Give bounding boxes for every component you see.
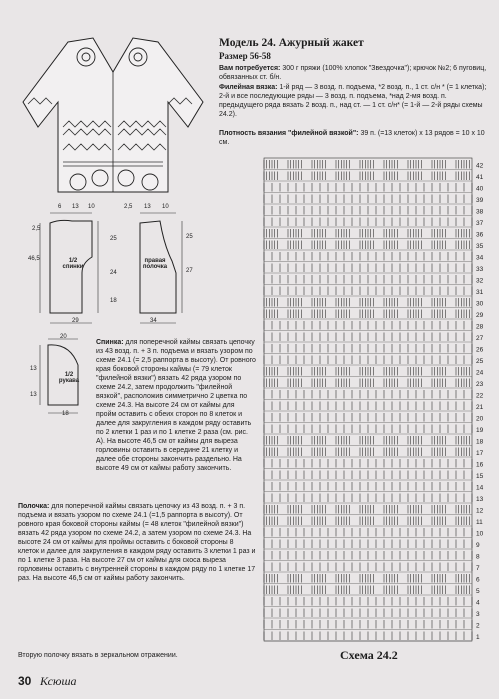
back-text: для поперечной каймы связать цепочку из 43 возд. п. + 3 п. подъема и вязать узором по схеме 24.1 (= 2,5 раппорта в высоту). От ровного края боковой стороны каймы (= 79 клеток "филейной вязки") вязать 42 ряда узором по схеме 24.2, затем продолжить "филейной вязкой", расположив симметрично 2 цветка по схеме 24.3. На высоте 24 см от каймы для пройм оставить с обеих сторон по 8 клеток и далее для закругления в каждом ряду оставить по 2 клетки 1 раз и по 1 клетке 2 раза (см. рис. А). На высоте 46,5 см от каймы для выреза горловины оставить в середине 21 клетку и далее обе стороны закончить раздельно. На высоте 49 см от каймы работу закончить.: [96, 339, 256, 472]
chart-row-number: 26: [476, 346, 484, 354]
chart-row-number: 3: [476, 611, 480, 618]
front-dim-bottom: 34: [150, 318, 157, 324]
chart-row-number: 40: [476, 185, 484, 193]
magazine-name: Ксюша: [40, 674, 77, 688]
jacket-illustration: [18, 32, 208, 202]
chart-row-number: 31: [476, 289, 484, 296]
materials-text: 300 г пряжи (100% хлопок "Звездочка"); крючок №2; 6 пуговиц, обвязанных ст. б/н.: [219, 65, 487, 81]
chart-row-number: 10: [476, 530, 484, 538]
front-dim-top-c: 10: [162, 204, 169, 210]
front-dim-side: 27: [186, 268, 193, 274]
front-dim-side2: 25: [186, 234, 193, 240]
front-label: Полочка:: [18, 503, 50, 510]
chart-row-number: 25: [476, 358, 484, 365]
chart-row-number: 19: [476, 427, 484, 434]
chart-row-number: 14: [476, 484, 484, 492]
density-text: 39 п. (=13 клеток) х 13 рядов = 10 х 10 см.: [219, 130, 485, 146]
back-dim-top-a: 6: [58, 204, 62, 210]
back-dim-top-c: 10: [88, 204, 95, 210]
chart-row-number: 35: [476, 243, 484, 250]
front-text: для поперечной каймы связать цепочку из 43 возд. п. + 3 п. подъема и вязать узором по схеме 24.1 (=1,5 раппорта в высоту). От ровного края боковой стороны каймы (= 48 клеток "филейной вязки") вязать 42 ряда узором по схеме 24.2, а затем узором по схеме 24.3. На высоте 24 см от каймы для проймы оставить с боковой стороны 8 клеток и далее для закругления в каждом ряду оставить 3 клетки 1 раз и по 1 клетке 3 раза. На высоте 27 см от каймы для скоса выреза горловины оставить с внутренней стороны в каждом ряду по 1 клетке 17 раз. На высоте 46,5 см от каймы работу закончить.: [18, 503, 256, 582]
model-size: Размер 56-58: [219, 51, 271, 61]
chart-row-number: 5: [476, 588, 480, 595]
materials-block: [219, 64, 491, 82]
sleeve-dim-left2: 13: [30, 392, 37, 398]
chart-row-number: 32: [476, 277, 484, 285]
back-dim-left-top: 2,5: [32, 226, 41, 232]
back-label: Спинка:: [96, 339, 124, 346]
chart-row-number: 9: [476, 542, 480, 549]
chart-row-number: 20: [476, 415, 484, 423]
back-dim-bottom: 29: [72, 318, 79, 324]
chart-row-number: 38: [476, 208, 484, 216]
chart-row-number: 41: [476, 174, 484, 181]
chart-row-number: 16: [476, 461, 484, 469]
chart-row-number: 15: [476, 473, 484, 480]
chart-row-number: 42: [476, 162, 484, 170]
filet-label: Филейная вязка:: [219, 84, 278, 91]
density-label: Плотность вязания "филейной вязкой":: [219, 130, 359, 137]
chart-row-number: 13: [476, 496, 484, 503]
chart-row-number: 29: [476, 312, 484, 319]
back-dim-top-b: 13: [72, 204, 79, 210]
chart-row-number: 17: [476, 450, 484, 457]
chart-row-number: 39: [476, 197, 484, 204]
chart-row-number: 18: [476, 438, 484, 446]
front-dim-top-b: 13: [144, 204, 151, 210]
back-instructions: [96, 338, 256, 473]
chart-row-number: 4: [476, 599, 480, 607]
chart-row-number: 2: [476, 622, 480, 630]
chart-row-number: 8: [476, 553, 480, 561]
chart-row-number: 6: [476, 576, 480, 584]
chart-row-number: 1: [476, 634, 480, 641]
front-dim-top-a: 2,5: [124, 204, 133, 210]
chart-row-number: 27: [476, 335, 484, 342]
sleeve-dim-left: 13: [30, 366, 37, 372]
chart-row-number: 36: [476, 231, 484, 239]
chart-row-number: 7: [476, 565, 480, 572]
filet-text: 1-й ряд — 3 возд. п. подъема, *2 возд. п., 1 ст. с/н * (= 1 клетка); 2-й и все последующие ряды — 3 возд. п. подъема, *над 2-мя возд. п. предыдущего ряда вязать 2 возд. п., над ст. — 1 ст. с/н* (= 1-й — 2-й ряды схемы 24.2).: [219, 84, 487, 118]
chart-row-number: 11: [476, 519, 483, 526]
back-dim-bottom2: 18: [110, 298, 117, 304]
front-instructions: [18, 502, 256, 583]
chart-row-number: 33: [476, 266, 484, 273]
sleeve-dim-bottom: 18: [62, 411, 69, 417]
chart-row-number: 37: [476, 220, 484, 227]
chart-row-number: 34: [476, 254, 484, 262]
chart-row-number: 24: [476, 369, 484, 377]
chart-row-number: 22: [476, 392, 484, 400]
chart-row-number: 30: [476, 300, 484, 308]
chart-row-number: 12: [476, 507, 484, 515]
page-number: 30: [18, 674, 32, 688]
materials-label: Вам потребуется:: [219, 65, 281, 72]
filet-chart-24-2: [258, 150, 492, 646]
chart-caption: Схема 24.2: [340, 648, 398, 662]
back-dim-mid: 25: [110, 236, 117, 242]
filet-block: [219, 83, 491, 119]
sleeve-piece-label: 1/2 рукава: [58, 372, 80, 384]
chart-row-number: 21: [476, 404, 484, 411]
mirror-note: Вторую полочку вязать в зеркальном отражении.: [18, 652, 178, 659]
sleeve-dim-top: 20: [60, 334, 67, 340]
back-piece-label: 1/2 спинки: [62, 258, 84, 270]
chart-row-number: 28: [476, 323, 484, 331]
density-block: [219, 129, 491, 147]
back-pattern-diagram: [30, 205, 110, 335]
back-dim-mid2: 24: [110, 270, 117, 276]
front-piece-label: правая полочка: [142, 258, 168, 270]
back-dim-left-height: 46,5: [28, 256, 40, 262]
model-title: Модель 24. Ажурный жакет: [219, 37, 364, 49]
chart-row-number: 23: [476, 381, 484, 388]
